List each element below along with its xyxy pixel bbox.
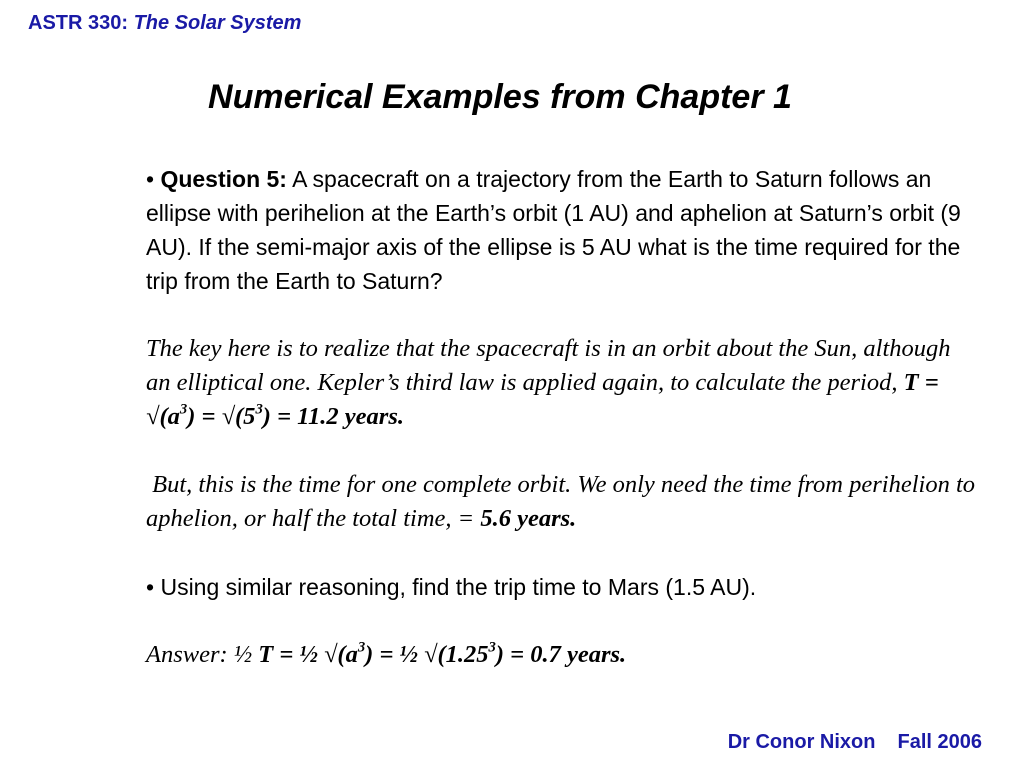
half-orbit-result: 5.6 years.: [480, 505, 577, 532]
course-code: ASTR 330:: [28, 12, 129, 34]
exponent: 3: [488, 639, 496, 656]
exponent: 3: [255, 401, 263, 418]
half-orbit-text: But, this is the time for one complete orbit. We only need the time from perihelion to aphelion, or half the total time, =: [146, 471, 976, 532]
formula-part: ) = 0.7 years.: [495, 641, 627, 668]
exercise-text: Using similar reasoning, find the trip time to Mars (1.5 AU).: [160, 574, 757, 600]
slide-title: Numerical Examples from Chapter 1: [208, 78, 792, 116]
question-text: A spacecraft on a trajectory from the Earth to Saturn follows an ellipse with perihelion at the Earth’s orbit (1 AU) and aphelion at Saturn’s orbit (9 AU). If the semi-major axis of the ellipse is 5 AU what is the time required for the trip from the Earth to Saturn?: [146, 166, 961, 294]
formula-part: ) = √(5: [187, 403, 256, 430]
spacer: [146, 434, 976, 468]
slide-footer: [728, 731, 982, 754]
exponent: 3: [179, 401, 188, 418]
formula-part: ) = 11.2 years.: [262, 403, 404, 430]
slide-content: [146, 162, 976, 672]
course-header: [28, 12, 301, 35]
exercise-paragraph: [146, 570, 976, 604]
explanation-text: The key here is to realize that the spacecraft is in an orbit about the Sun, although an elliptical one. Kepler’s third law is applied again, to calculate the period,: [146, 335, 951, 396]
question-paragraph: [146, 162, 976, 298]
answer-formula: [258, 641, 626, 668]
explanation-paragraph: [146, 332, 976, 434]
spacer: [146, 604, 976, 638]
course-subtitle: The Solar System: [133, 12, 302, 34]
spacer: [146, 536, 976, 570]
answer-paragraph: [146, 638, 976, 672]
answer-label: Answer: ½: [146, 641, 253, 668]
author-name: Dr Conor Nixon: [727, 731, 876, 753]
formula-part: ) = ½ √(1.25: [365, 641, 489, 668]
bullet: •: [146, 574, 155, 600]
term-label: Fall 2006: [897, 731, 982, 753]
bullet: •: [146, 166, 155, 192]
formula-part: T = ½ √(a: [258, 641, 358, 668]
question-label: Question 5:: [160, 166, 287, 192]
exponent: 3: [357, 639, 366, 656]
formula-part: T = √(a: [146, 369, 939, 430]
spacer: [146, 298, 976, 332]
half-orbit-paragraph: [146, 468, 976, 536]
